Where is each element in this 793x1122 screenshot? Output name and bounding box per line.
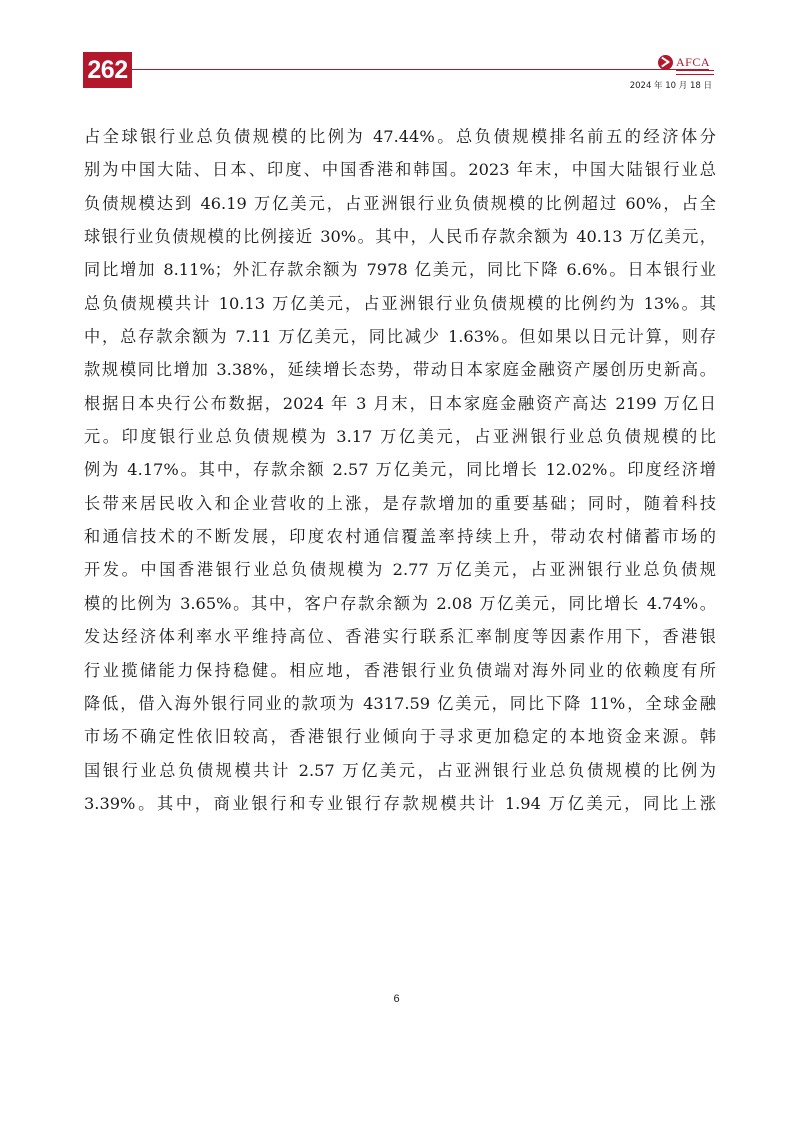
issue-number-badge: 262 <box>83 52 132 88</box>
text-line: 国银行业总负债规模共计 2.57 万亿美元，占亚洲银行业总负债规模的比例为 <box>84 760 716 780</box>
text-line: 模的比例为 3.65%。其中，客户存款余额为 2.08 万亿美元，同比增长 4.74%。 <box>84 593 716 613</box>
text-line: 款规模同比增加 3.38%，延续增长态势，带动日本家庭金融资产屡创历史新高。 <box>84 360 716 380</box>
text-line: 市场不确定性依旧较高，香港银行业倾向于寻求更加稳定的本地资金来源。韩 <box>84 727 716 747</box>
text-line: 例为 4.17%。其中，存款余额 2.57 万亿美元，同比增长 12.02%。印度经济增 <box>84 460 716 480</box>
text-line: 降低，借入海外银行同业的款项为 4317.59 亿美元，同比下降 11%，全球金融 <box>84 693 716 713</box>
text-line: 根据日本央行公布数据，2024 年 3 月末，日本家庭金融资产高达 2199 万亿日 <box>84 393 716 413</box>
body-paragraph <box>84 120 716 820</box>
header-rule <box>132 69 709 70</box>
text-line: 中，总存款余额为 7.11 万亿美元，同比减少 1.63%。但如果以日元计算，则存 <box>84 327 716 347</box>
page-number: 6 <box>393 993 400 1005</box>
text-line: 3.39%。其中，商业银行和专业银行存款规模共计 1.94 万亿美元，同比上涨 <box>84 793 716 813</box>
afca-logo-icon <box>658 55 673 70</box>
text-line: 负债规模达到 46.19 万亿美元，占亚洲银行业负债规模的比例超过 60%，占全 <box>84 193 716 213</box>
text-line: 同比增加 8.11%；外汇存款余额为 7978 亿美元，同比下降 6.6%。日本银行业 <box>84 260 716 280</box>
text-line: 开发。中国香港银行业总负债规模为 2.77 万亿美元，占亚洲银行业总负债规 <box>84 560 716 580</box>
afca-logo <box>658 54 714 80</box>
text-line: 球银行业负债规模的比例接近 30%。其中，人民币存款余额为 40.13 万亿美元， <box>84 227 716 247</box>
text-line: 和通信技术的不断发展，印度农村通信覆盖率持续上升，带动农村储蓄市场的 <box>84 527 716 547</box>
text-line: 行业揽储能力保持稳健。相应地，香港银行业负债端对海外同业的依赖度有所 <box>84 660 716 680</box>
logo-underline <box>676 70 714 75</box>
text-line: 元。印度银行业总负债规模为 3.17 万亿美元，占亚洲银行业总负债规模的比 <box>84 427 716 447</box>
text-line: 长带来居民收入和企业营收的上涨，是存款增加的重要基础；同时，随着科技 <box>84 493 716 513</box>
text-line: 发达经济体利率水平维持高位、香港实行联系汇率制度等因素作用下，香港银 <box>84 627 716 647</box>
text-line: 占全球银行业总负债规模的比例为 47.44%。总负债规模排名前五的经济体分 <box>84 127 716 146</box>
text-line: 别为中国大陆、日本、印度、中国香港和韩国。2023 年末，中国大陆银行业总 <box>84 160 716 180</box>
text-line: 总负债规模共计 10.13 万亿美元，占亚洲银行业负债规模的比例约为 13%。其 <box>84 293 716 313</box>
publication-date: 2024 年 10 月 18 日 <box>629 81 712 91</box>
logo-text: AFCA <box>676 55 711 69</box>
